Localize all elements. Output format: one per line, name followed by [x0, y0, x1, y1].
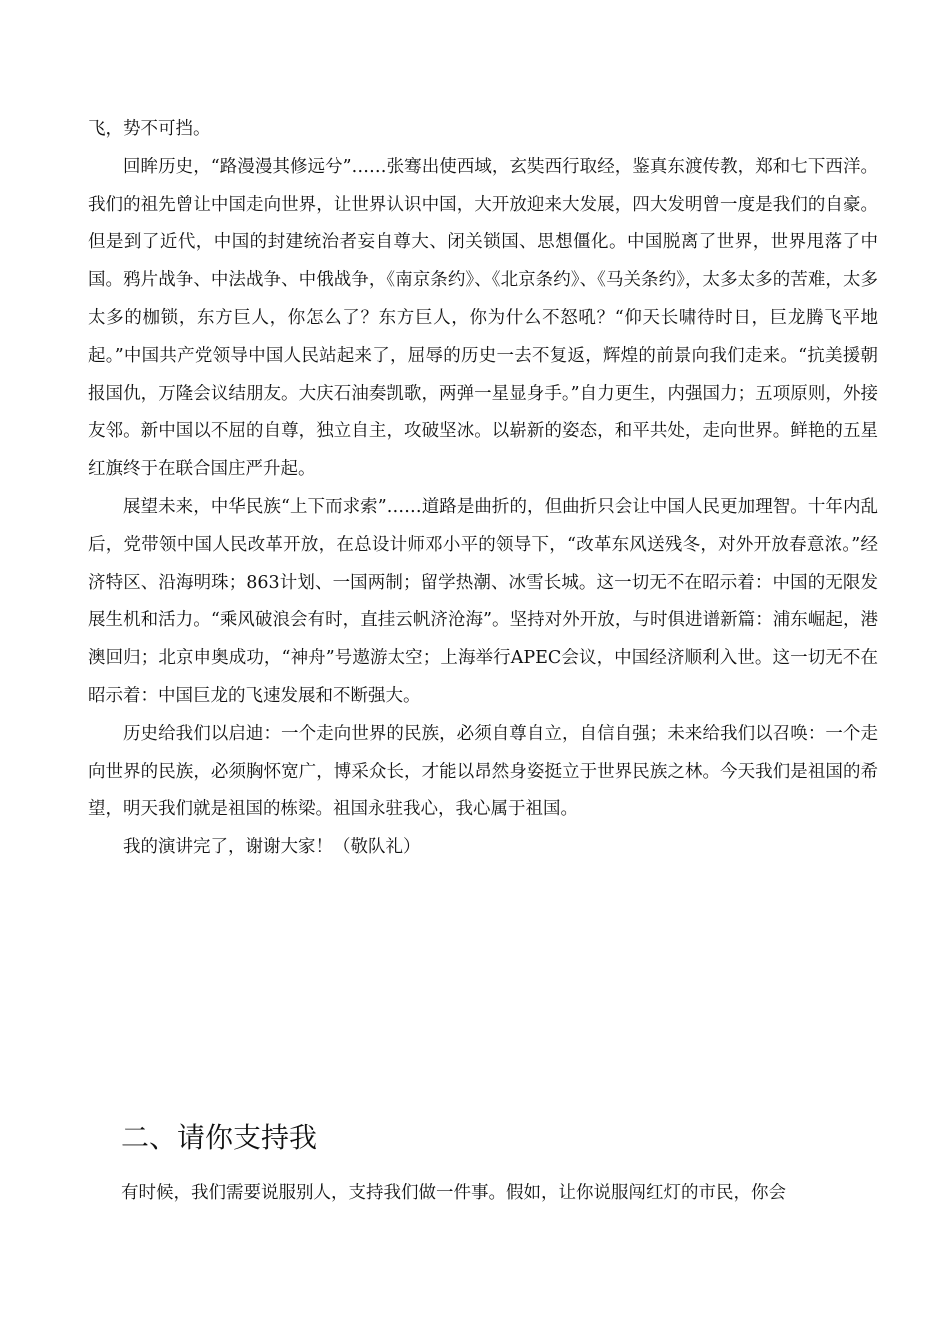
speech-body: [88, 111, 878, 867]
section-heading: 二、请你支持我: [121, 1121, 318, 1154]
paragraph-conclusion: 历史给我们以启迪：一个走向世界的民族，必须自尊自立，自信自强；未来给我们以召唤：一个走向世界的民族，必须胸怀宽广，博采众长，才能以昂然身姿挺立于世界民族之林。今天我们是祖国的希望，明天我们就是祖国的栋梁。祖国永驻我心，我心属于祖国。: [88, 723, 878, 820]
section-intro-paragraph: 有时候，我们需要说服别人，支持我们做一件事。假如，让你说服闯红灯的市民，你会: [121, 1183, 786, 1203]
paragraph-continuation: 飞，势不可挡。: [88, 119, 211, 139]
paragraph-future: 展望未来，中华民族“上下而求索”……道路是曲折的，但曲折只会让中国人民更加理智。十年内乱后，党带领中国人民改革开放，在总设计师邓小平的领导下，“改革东风送残冬，对外开放春意浓。”经济特区、沿海明珠；863计划、一国两制；留学热潮、冰雪长城。这一切无不在昭示着：中国的无限发展生机和活力。“乘风破浪会有时，直挂云帆济沧海”。坚持对外开放，与时俱进谱新篇：浦东崛起，港澳回归；北京申奥成功，“神舟”号遨游太空；上海举行APEC会议，中国经济顺利入世。这一切无不在昭示着：中国巨龙的飞速发展和不断强大。: [88, 496, 878, 706]
paragraph-closing: 我的演讲完了，谢谢大家！（敬队礼）: [123, 837, 421, 858]
paragraph-history: 回眸历史，“路漫漫其修远兮”……张骞出使西域，玄奘西行取经，鉴真东渡传教，郑和七下西洋。我们的祖先曾让中国走向世界，让世界认识中国，大开放迎来大发展，四大发明曾一度是我们的自豪。但是到了近代，中国的封建统治者妄自尊大、闭关锁国、思想僵化。中国脱离了世界，世界甩落了中国。鸦片战争、中法战争、中俄战争，《南京条约》、《北京条约》、《马关条约》，太多太多的苦难，太多太多的枷锁，东方巨人，你怎么了？东方巨人，你为什么不怒吼？“仰天长啸待时日，巨龙腾飞平地起。”中国共产党领导中国人民站起来了，屈辱的历史一去不复返，辉煌的前景向我们走来。“抗美援朝报国仇，万隆会议结朋友。大庆石油奏凯歌，两弹一星显身手。”自力更生，内强国力；五项原则，外接友邻。新中国以不屈的自尊，独立自主，攻破坚冰。以崭新的姿态，和平共处，走向世界。鲜艳的五星红旗终于在联合国庄严升起。: [88, 156, 878, 480]
